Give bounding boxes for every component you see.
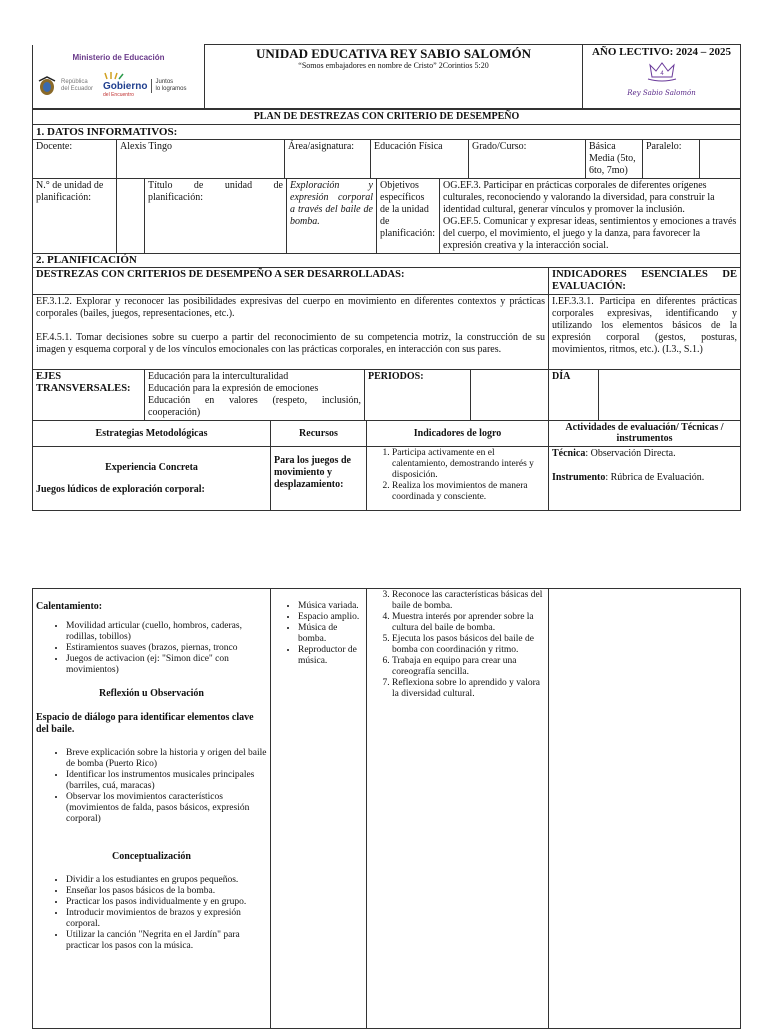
list-item: • Practicar los pasos individualmente y en grupo. [66, 897, 267, 908]
instrumento-value: : Rúbrica de Evaluación. [605, 472, 705, 483]
col-actividades: Actividades de evaluación/ Técnicas / instrumentos [549, 421, 741, 447]
school-name: UNIDAD EDUCATIVA REY SABIO SALOMÓN [256, 46, 531, 61]
list-item: • Música de bomba. [298, 623, 363, 645]
page-two [32, 588, 741, 1029]
ministry-logo-cell [33, 45, 205, 109]
recursos-list [274, 601, 363, 667]
document-header [32, 44, 741, 109]
section-2-title: 2. PLANIFICACIÓN [33, 254, 741, 268]
logro-item: 3. Reconoce las características básicas del baile de bomba. [392, 590, 545, 612]
sunburst-icon [103, 72, 127, 80]
list-item: • Introducir movimientos de brazos y expresión corporal. [66, 908, 267, 930]
juntos-text: Juntos lo logramos [151, 79, 186, 93]
logros-list [370, 590, 545, 700]
planificacion-table [32, 253, 741, 370]
indicador-content: I.EF.3.3.1. Participa en diferentes prácticas corporales expresivas, identificando y utilizando los elementos básicos de la expresión corporal (gestos, posturas, movimientos, ritmos, etc.). (I.3., S.1.) [549, 295, 741, 370]
ejes-content [145, 370, 365, 421]
instrumento-label: Instrumento [552, 472, 606, 483]
logro-item: 1. Participa activamente en el calentamiento, demostrando interés y disposición. [392, 448, 545, 481]
list-item: • Observar los movimientos característicos (movimientos de falda, pasos básicos, expresión corporal) [66, 792, 267, 825]
ministry-title: Ministerio de Educación [72, 52, 165, 62]
destrezas-header: DESTREZAS CON CRITERIOS DE DESEMPEÑO A SER DESARROLLADAS: [33, 268, 549, 295]
logro-item: 7. Reflexiona sobre lo aprendido y valora la diversidad cultural. [392, 678, 545, 700]
logro-item: 2. Realiza los movimientos de manera coordinada y consciente. [392, 481, 545, 503]
list-item: • Música variada. [298, 601, 363, 612]
estrategias-table [32, 420, 741, 511]
logros-continued-cell [367, 589, 549, 1029]
periodos-value [471, 370, 549, 421]
col-estrategias: Estrategias Metodológicas [33, 421, 271, 447]
area-value: Educación Física [371, 140, 469, 179]
gobierno-logo: Gobierno del Encuentro [103, 72, 147, 100]
republic-text: República del Ecuador [61, 78, 94, 92]
objetivos-value [440, 179, 741, 254]
col-indicadores: Indicadores de logro [367, 421, 549, 447]
school-year: AÑO LECTIVO: 2024 – 2025 [591, 46, 732, 58]
logro-item: 5. Ejecuta los pasos básicos del baile de bomba con coordinación y ritmo. [392, 634, 545, 656]
paralelo-value [700, 140, 740, 178]
list-item: • Identificar los instrumentos musicales principales (barriles, cuá, maracas) [66, 770, 267, 792]
logro-item: 4. Muestra interés por aprender sobre la cultura del baile de bomba. [392, 612, 545, 634]
unidad-table [32, 178, 741, 254]
espacio-text: Espacio de diálogo para identificar elementos clave del baile. [36, 712, 254, 735]
page-one [32, 44, 741, 511]
grado-paralelo-cell [586, 140, 741, 179]
list-item: • Reproductor de música. [298, 645, 363, 667]
reflexion-title: Reflexión u Observación [99, 688, 204, 699]
docente-label: Docente: [33, 140, 117, 179]
ejes-table [32, 369, 741, 421]
destrezas-content [33, 295, 549, 370]
government-logos [36, 72, 201, 100]
list-item: • Estiramientos suaves (brazos, piernas, tronco [66, 643, 267, 654]
tecnica-label: Técnica [552, 448, 586, 459]
conceptualizacion-list [36, 875, 267, 952]
tecnica-value: : Observación Directa. [585, 448, 676, 459]
school-motto: “Somos embajadores en nombre de Cristo” 2Corintios 5:20 [298, 61, 489, 70]
coat-of-arms-icon [36, 75, 58, 97]
titulo-label: Título de unidad de planificación: [145, 179, 287, 254]
objetivo-2: OG.EF.5. Comunicar y expresar ideas, sentimientos y emociones a través del cuerpo, el movimiento, el juego y la danza, para favorecer la expresión creativa y la interacción social. [443, 216, 737, 251]
year-cell [583, 45, 741, 109]
list-item: • Breve explicación sobre la historia y origen del baile de bomba (Puerto Rico) [66, 748, 267, 770]
ejes-label: EJES TRANSVERSALES: [33, 370, 145, 421]
recursos-continued-cell [271, 589, 367, 1029]
estrategias-cell [33, 447, 271, 511]
juegos-title: Juegos lúdicos de exploración corporal: [36, 484, 205, 495]
unidad-value [117, 179, 145, 254]
objetivos-label: Objetivos específicos de la unidad de planificación: [377, 179, 440, 254]
paralelo-label: Paralelo: [643, 140, 700, 178]
plan-title: PLAN DE DESTREZAS CON CRITERIO DE DESEMPEÑO [33, 110, 741, 125]
eje-2: Educación para la expresión de emociones [148, 383, 319, 394]
list-item: • Dividir a los estudiantes en grupos pequeños. [66, 875, 267, 886]
actividades-continued-cell [549, 589, 741, 1029]
col-recursos: Recursos [271, 421, 367, 447]
destreza-2: EF.4.5.1. Tomar decisiones sobre su cuerpo a partir del reconocimiento de su competencia motriz, la construcción de su imagen y esquema corporal y de los vínculos emocionales con las prácticas corporales, en interacción con sus pares. [36, 332, 545, 355]
conceptualizacion-title: Conceptualización [112, 851, 191, 862]
eje-3: Educación en valores (respeto, inclusión, cooperación) [148, 395, 361, 418]
list-item: • Juegos de activacion (ej: "Simon dice" con movimientos) [66, 654, 267, 676]
dia-label: DÍA [549, 370, 599, 421]
list-item: • Enseñar los pasos básicos de la bomba. [66, 886, 267, 897]
reflexion-list [36, 748, 267, 825]
svg-text:4: 4 [659, 71, 664, 77]
datos-informativos-table [32, 109, 741, 179]
estrategias-continued-table [32, 588, 741, 1029]
unidad-label: N.° de unidad de planificación: [33, 179, 117, 254]
crown-logo-icon [642, 61, 682, 83]
list-item: • Espacio amplio. [298, 612, 363, 623]
list-item: • Movilidad articular (cuello, hombros, caderas, rodillas, tobillos) [66, 621, 267, 643]
eje-1: Educación para la interculturalidad [148, 371, 289, 382]
dia-value [599, 370, 741, 421]
list-item: • Utilizar la canción "Negrita en el Jardín" para practicar los pasos con la música. [66, 930, 267, 952]
docente-value: Alexis Tingo [117, 140, 285, 179]
grado-value: Básica Media (5to, 6to, 7mo) [586, 140, 643, 178]
calentamiento-list [36, 621, 267, 676]
estrategias-continued-cell [33, 589, 271, 1029]
school-title-cell [205, 45, 583, 109]
actividades-cell [549, 447, 741, 511]
logro-item: 6. Trabaja en equipo para crear una coreografía sencilla. [392, 656, 545, 678]
section-1-title: 1. DATOS INFORMATIVOS: [33, 125, 741, 140]
destreza-1: EF.3.1.2. Explorar y reconocer las posibilidades expresivas del cuerpo en movimiento en diferentes contextos y prácticas corporales (bailes, juegos, representaciones, etc.). [36, 296, 545, 319]
logros-cell [367, 447, 549, 511]
recursos-cell: Para los juegos de movimiento y desplazamiento: [271, 447, 367, 511]
periodos-label: PERIODOS: [365, 370, 471, 421]
titulo-value: Exploración y expresión corporal a través del baile de bomba. [287, 179, 377, 254]
grado-label: Grado/Curso: [469, 140, 586, 179]
area-label: Área/asignatura: [285, 140, 371, 179]
school-logo-text: Rey Sabio Salomón [627, 89, 696, 97]
experiencia-concreta: Experiencia Concreta [105, 462, 198, 473]
objetivo-1: OG.EF.3. Participar en prácticas corporales de diferentes orígenes culturales, reconociendo y valorando la diversidad, para construir la identidad cultural, generar vínculos y promover la inclusión. [443, 180, 715, 215]
indicadores-header: INDICADORES ESENCIALES DE EVALUACIÓN: [549, 268, 741, 295]
calentamiento-title: Calentamiento: [36, 601, 103, 612]
